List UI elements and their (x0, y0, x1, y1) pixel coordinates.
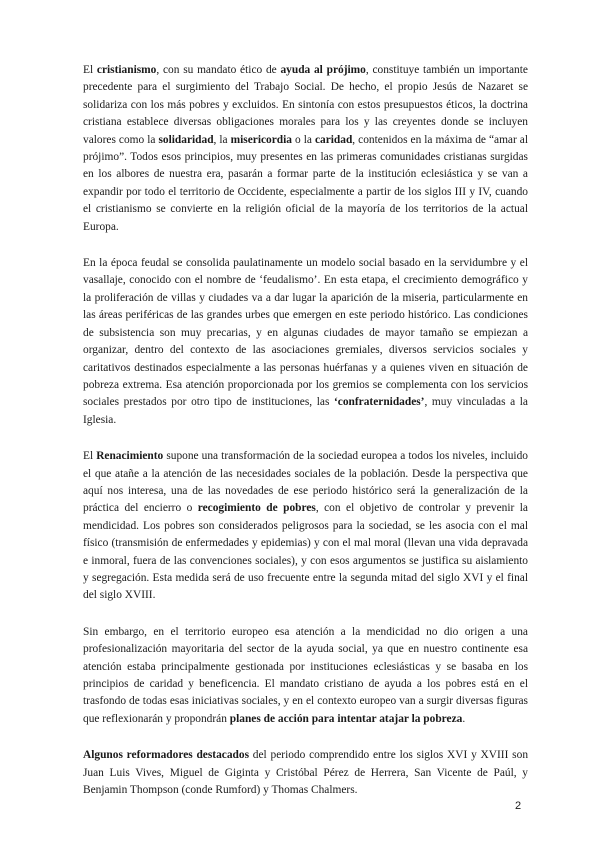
text-run: . (462, 712, 466, 725)
text-run: , la (213, 133, 231, 146)
text-run: Sin embargo, en el territorio europeo esa atención a la mendicidad no dio origen a una profesionalización mayoritaria del sector de la ayuda social, ya que en nuestro continente esa atención estaba principalmente gestionada por instituciones eclesiásticas y se basaba en los principios de caridad y beneficencia. El mandato cristiano de ayuda a los pobres está en el trasfondo de todas esas iniciativas sociales, y en el contexto europeo van a surgir diversas figuras que reflexionarán y propondrán (83, 625, 528, 725)
page-number: 2 (515, 800, 522, 812)
bold-term: misericordia (230, 133, 292, 146)
text-run: , con el objetivo de controlar y prevenir la mendicidad. Los pobres son considerados peligrosos para la sociedad, se les asocia con el mal físico (transmisión de enfermedades y epidemias) y con el mal moral (llevan una vida depravada e inmoral, fuera de las convenciones sociales), y con esos argumentos se justifica su aislamiento y segregación. Esta medida será de uso frecuente entre la segunda mitad del siglo XVI y el final del siglo XVIII. (83, 502, 528, 602)
text-run: El (83, 450, 97, 463)
text-run: supone una transformación de la sociedad europea a todos los niveles, incluido el que atañe a la atención de las necesidades sociales de la población. Desde la perspectiva que aquí nos interesa, una de las novedades de ese periodo histórico será la generalización de la práctica del encierro o (83, 450, 528, 515)
paragraph-cristianismo (83, 62, 528, 236)
paragraph-feudalismo (83, 255, 528, 429)
bold-term: ‘confraternidades’ (334, 396, 425, 409)
text-run: o la (292, 133, 315, 146)
bold-term: recogimiento de pobres (197, 502, 316, 515)
bold-term: planes de acción para intentar atajar la pobreza (229, 712, 463, 725)
paragraph-renacimiento (83, 448, 528, 605)
paragraph-reformadores (83, 747, 528, 799)
bold-term: Renacimiento (96, 450, 164, 463)
text-run: , constituye también un importante precedente para el surgimiento del Trabajo Social. De hecho, el propio Jesús de Nazaret se solidariza con los más pobres y excluidos. En sintonía con estos presupuestos éticos, la doctrina cristiana establece diversas obligaciones morales para los y las creyentes donde se incluyen valores como la (83, 64, 528, 146)
text-run: , con su mandato ético de (156, 64, 281, 76)
text-run: del periodo comprendido entre los siglos XVI y XVIII son Juan Luis Vives, Miguel de Giginta y Cristóbal Pérez de Herrera, San Vicente de Paúl, y Benjamin Thompson (conde Rumford) y Thomas Chalmers. (83, 749, 529, 797)
text-run: En la época feudal se consolida paulatinamente un modelo social basado en la servidumbre y el vasallaje, conocido con el nombre de ‘feudalismo’. En esta etapa, el crecimiento demográfico y la proliferación de villas y ciudades va a dar lugar la aparición de la miseria, particularmente en las áreas periféricas de las grandes urbes que emergen en este periodo histórico. Las condiciones de subsistencia son muy precarias, y en algunas ciudades de mayor tamaño se empiezan a organizar, dentro del contexto de las asociaciones gremiales, diversos servicios sociales y caritativos destinados especialmente a las personas huérfanas y a quienes viven en situación de pobreza extrema. Esa atención proporcionada por los gremios se complementa con los servicios sociales prestados por otro tipo de instituciones, las (83, 257, 528, 409)
paragraph-mendicidad (83, 624, 528, 728)
text-run: , contenidos en la máxima de “amar al prójimo”. Todos esos principios, muy presentes en las primeras comunidades cristianas surgidas en los albores de nuestra era, pasarán a formar parte de la institución eclesiástica y se van a expandir por todo el territorio de Occidente, especialmente a partir de los siglos III y IV, cuando el cristianismo se convierte en la religión oficial de la mayoría de los territorios de la actual Europa. (83, 133, 529, 233)
bold-term: Algunos reformadores destacados (83, 749, 250, 762)
document-body (83, 62, 528, 818)
text-run: , muy vinculadas a la Iglesia. (83, 396, 528, 426)
bold-term: ayuda al prójimo (280, 64, 366, 76)
text-run: El (83, 64, 97, 76)
bold-term: caridad (314, 133, 353, 146)
bold-term: cristianismo (96, 64, 157, 76)
bold-term: solidaridad (158, 133, 214, 146)
